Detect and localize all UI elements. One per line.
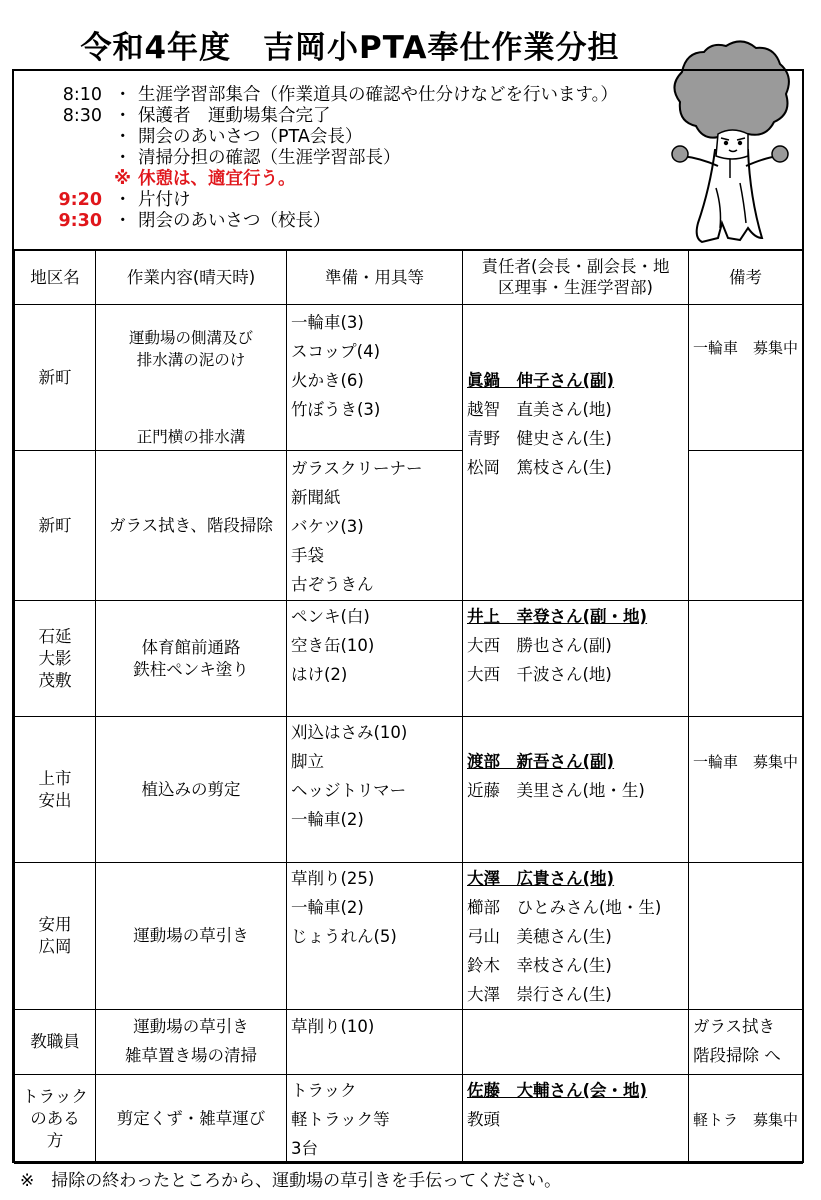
work-text <box>96 327 286 371</box>
table-row <box>15 1010 803 1075</box>
area-cell <box>15 717 96 863</box>
schedule-bullet: ・ <box>114 85 132 105</box>
area-cell: 教職員 <box>15 1010 96 1075</box>
schedule-time: 9:20 <box>58 190 102 210</box>
schedule-text: 開会のあいさつ（PTA会長） <box>138 127 363 147</box>
schedule-bullet: ・ <box>114 190 132 210</box>
work-cell: 剪定くず・雑草運び <box>96 1075 287 1164</box>
prep-item: はけ(2) <box>291 665 348 684</box>
area-line: 石延 <box>38 626 72 646</box>
area-line: 方 <box>46 1131 64 1150</box>
header-area: 地区名 <box>15 250 96 305</box>
work-line: 体育館前通路 <box>141 637 241 657</box>
prep-item: 草削り(25) <box>291 869 375 888</box>
prep-cell <box>287 1075 463 1164</box>
prep-cell <box>287 1010 463 1075</box>
leader-cell <box>463 717 689 863</box>
prep-item: 古ぞうきん <box>291 575 374 594</box>
schedule-bullet: ・ <box>114 127 132 147</box>
prep-item: 一輪車(2) <box>291 898 364 917</box>
leader-name: 弓山 美穂さん(生) <box>467 927 612 946</box>
leader-name: 松岡 篤枝さん(生) <box>467 458 612 477</box>
area-line: 上市 <box>38 768 72 788</box>
prep-cell <box>287 601 463 717</box>
prep-cell <box>287 717 463 863</box>
leader-name: 越智 直美さん(地) <box>467 400 612 419</box>
table-row <box>15 1075 803 1164</box>
prep-item: じょうれん(5) <box>291 927 397 946</box>
table-row <box>15 717 803 863</box>
note-line: ガラス拭き <box>693 1017 776 1036</box>
table-row <box>15 305 803 451</box>
main-frame <box>12 69 804 1163</box>
area-cell <box>15 863 96 1010</box>
note-line: 階段掃除 へ <box>693 1046 781 1065</box>
leader-name: 大澤 広貴さん(地) <box>467 869 615 888</box>
work-line: 鉄柱ペンキ塗り <box>133 659 249 679</box>
header-leader-line: 責任者(会長・副会長・地 <box>481 257 670 276</box>
work-cell: 運動場の草引き <box>96 863 287 1010</box>
table-row <box>15 863 803 1010</box>
schedule-bullet: ・ <box>114 106 132 126</box>
prep-cell <box>287 863 463 1010</box>
header-prep: 準備・用具等 <box>287 250 463 305</box>
prep-item: スコップ(4) <box>291 342 381 361</box>
schedule-text: 片付け <box>138 190 191 210</box>
leader-cell <box>463 863 689 1010</box>
schedule-time: 8:10 <box>62 85 102 105</box>
prep-item: 火かき(6) <box>291 371 364 390</box>
prep-cell <box>287 451 463 601</box>
area-cell <box>15 601 96 717</box>
note-cell: 一輪車 募集中 <box>689 717 803 863</box>
area-cell: 新町 <box>15 305 96 451</box>
footer-note: ※ 掃除の終わったところから、運動場の草引きを手伝ってください。 <box>20 1171 562 1191</box>
note-cell: 軽トラ 募集中 <box>689 1075 803 1164</box>
schedule-text: 生涯学習部集合（作業道具の確認や仕分けなどを行います。） <box>138 85 618 105</box>
header-leader <box>463 250 689 305</box>
assignment-table <box>14 249 803 1164</box>
prep-item: ガラスクリーナー <box>291 459 423 478</box>
leader-name: 近藤 美里さん(地・生) <box>467 781 645 800</box>
prep-item: ペンキ(白) <box>291 607 370 626</box>
leader-cell <box>463 305 689 601</box>
prep-cell <box>287 305 463 451</box>
leader-cell <box>463 1010 689 1075</box>
area-cell <box>15 1075 96 1164</box>
prep-item: 軽トラック等 <box>291 1110 390 1129</box>
prep-item: 手袋 <box>291 546 324 565</box>
table-row <box>15 601 803 717</box>
work-cell <box>96 1010 287 1075</box>
schedule-bullet: ・ <box>114 211 132 231</box>
work-line: 雑草置き場の清掃 <box>125 1046 257 1065</box>
prep-item: バケツ(3) <box>291 517 364 536</box>
area-line: トラック <box>22 1087 88 1106</box>
leader-name: 櫛部 ひとみさん(地・生) <box>467 898 662 917</box>
prep-item: 新聞紙 <box>291 488 341 507</box>
work-line: 運動場の草引き <box>133 1017 249 1036</box>
prep-item: 竹ぼうき(3) <box>291 400 381 419</box>
leader-cell <box>463 601 689 717</box>
schedule-text: 保護者 運動場集合完了 <box>138 106 331 126</box>
header-leader-line: 区理事・生涯学習部) <box>498 278 653 297</box>
schedule-time: 9:30 <box>58 211 102 231</box>
area-line: 広岡 <box>38 937 72 956</box>
leader-name: 井上 幸登さん(副・地) <box>467 607 648 626</box>
area-line: のある <box>30 1109 80 1128</box>
area-line: 安用 <box>38 915 72 934</box>
prep-item: ヘッジトリマー <box>291 781 407 800</box>
table-header-row <box>15 250 803 305</box>
schedule-bullet: ※ <box>114 169 132 189</box>
schedule-box <box>14 71 802 251</box>
schedule-text: 閉会のあいさつ（校長） <box>138 211 331 231</box>
leader-name: 鈴木 幸枝さん(生) <box>467 956 612 975</box>
leader-name: 大西 勝也さん(副) <box>467 636 612 655</box>
work-line: 正門横の排水溝 <box>136 428 246 446</box>
header-work: 作業内容(晴天時) <box>96 250 287 305</box>
schedule-text: 清掃分担の確認（生涯学習部長） <box>138 148 401 168</box>
prep-item: 一輪車(3) <box>291 313 364 332</box>
area-cell: 新町 <box>15 451 96 601</box>
leader-name: 青野 健史さん(生) <box>467 429 612 448</box>
header-note: 備考 <box>689 250 803 305</box>
leader-name: 大西 千波さん(地) <box>467 665 612 684</box>
schedule-text: 休憩は、適宜行う。 <box>138 169 296 189</box>
page-title: 令和4年度 吉岡小PTA奉仕作業分担 <box>80 30 620 66</box>
prep-item: トラック <box>291 1081 357 1100</box>
work-cell: 植込みの剪定 <box>96 717 287 863</box>
note-cell <box>689 451 803 601</box>
work-line: 排水溝の泥のけ <box>136 351 246 369</box>
note-cell <box>689 1010 803 1075</box>
prep-item: 3台 <box>291 1139 318 1158</box>
leader-name: 大澤 崇行さん(生) <box>467 985 612 1004</box>
work-line: 運動場の側溝及び <box>128 329 253 347</box>
area-line: 安出 <box>38 790 72 810</box>
note-cell <box>689 601 803 717</box>
leader-name: 佐藤 大輔さん(会・地) <box>467 1081 648 1100</box>
leader-name: 眞鍋 伸子さん(副) <box>467 371 615 390</box>
note-cell <box>689 863 803 1010</box>
prep-item: 刈込はさみ(10) <box>291 723 408 742</box>
area-line: 大影 <box>38 648 72 668</box>
prep-item: 一輪車(2) <box>291 810 364 829</box>
work-cell <box>96 601 287 717</box>
schedule-time: 8:30 <box>62 106 102 126</box>
note-cell: 一輪車 募集中 <box>689 305 803 451</box>
area-line: 茂敷 <box>38 670 72 690</box>
work-cell <box>96 305 287 451</box>
work-cell: ガラス拭き、階段掃除 <box>96 451 287 601</box>
leader-name: 教頭 <box>467 1110 500 1129</box>
leader-cell <box>463 1075 689 1164</box>
schedule-bullet: ・ <box>114 148 132 168</box>
prep-item: 脚立 <box>291 752 324 771</box>
prep-item: 空き缶(10) <box>291 636 375 655</box>
leader-name: 渡部 新吾さん(副) <box>467 752 615 771</box>
prep-item: 草削り(10) <box>291 1017 375 1036</box>
